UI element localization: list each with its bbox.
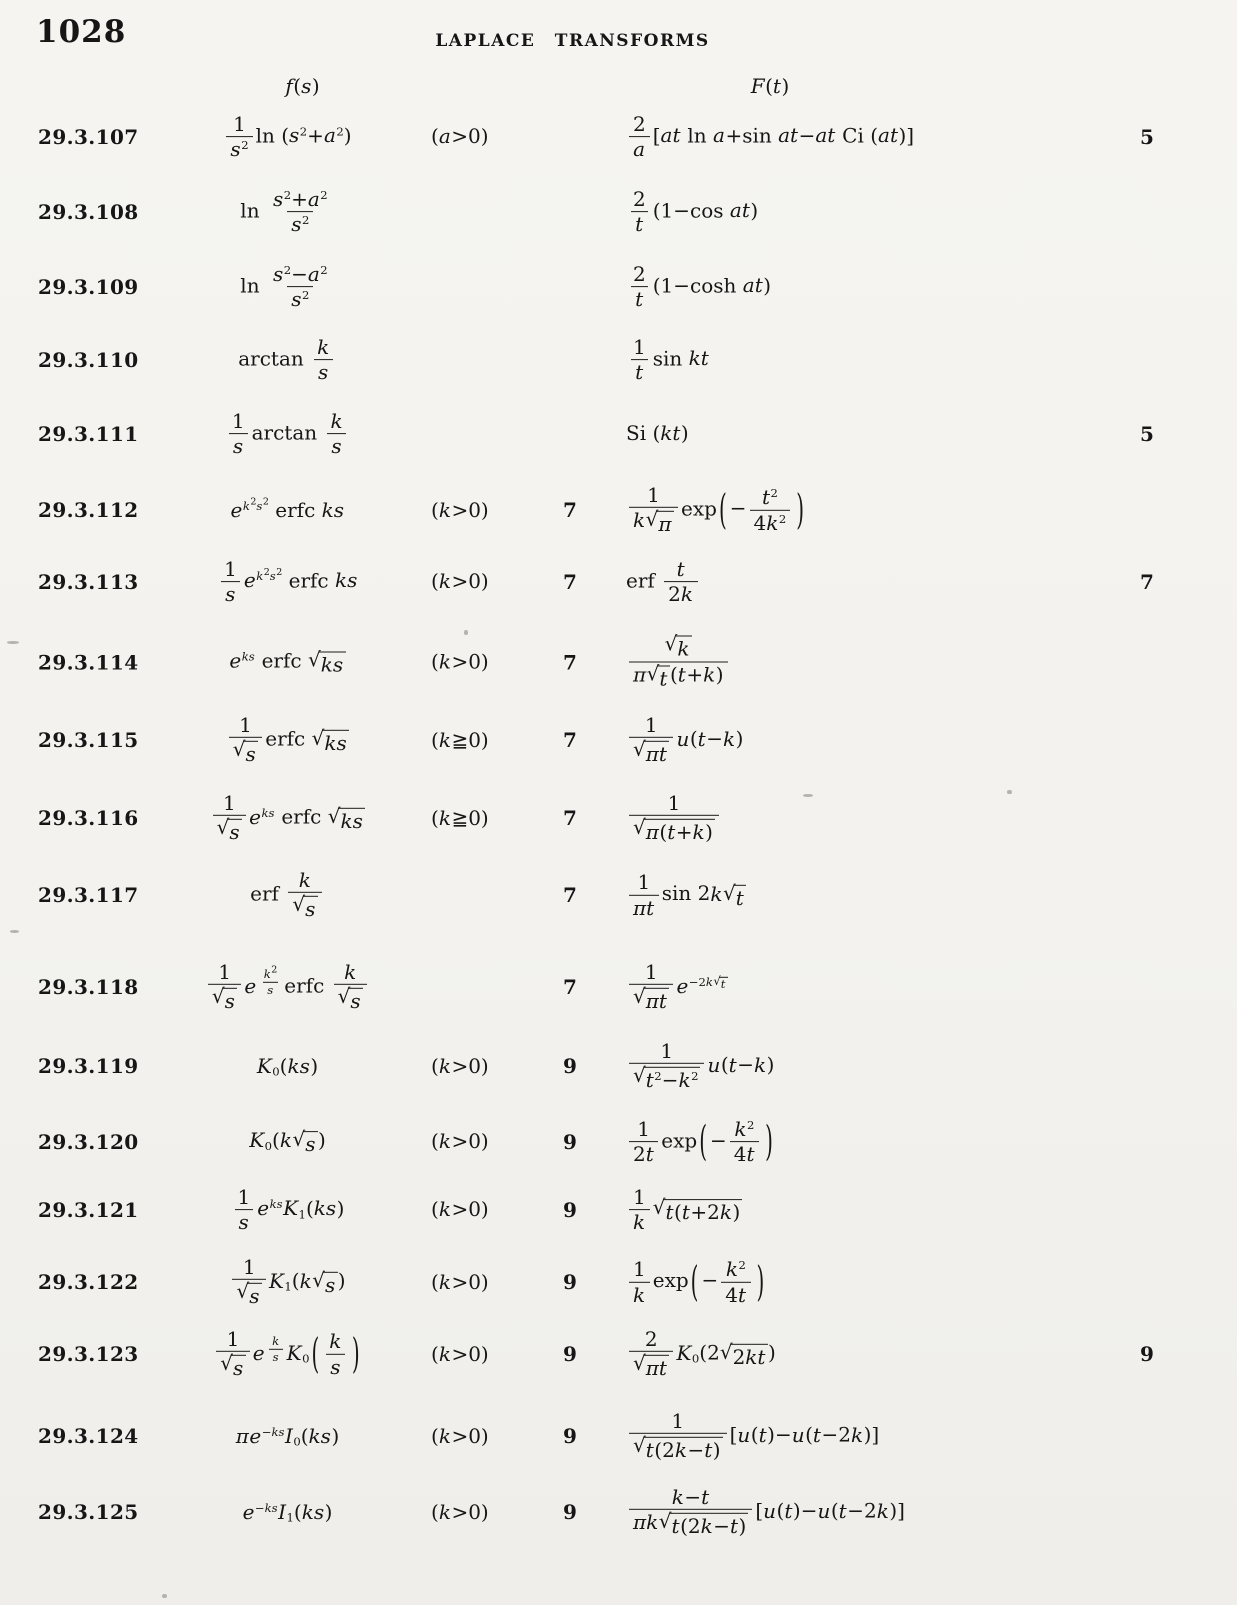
fs-formula: ln $\frac{s^2-a^2}{s^2}$ xyxy=(240,262,328,312)
ft-formula: 1 √ πt $e^{-2k √ t}$ xyxy=(618,961,1082,1013)
entry-number: 29.3.121 xyxy=(38,1198,139,1222)
entry-number: 29.3.124 xyxy=(38,1423,139,1448)
fs-condition: (k≧0) xyxy=(431,727,489,752)
method-ref-number: 9 xyxy=(563,1499,577,1524)
table-row xyxy=(38,410,1212,458)
ft-formula: $\frac{2}{a}$ [at ln a+sin at−at Ci (at)] xyxy=(618,113,1082,161)
entry-number: 29.3.123 xyxy=(38,1341,139,1366)
entry-number: 29.3.117 xyxy=(38,882,139,907)
fs-formula: $e^{-ks}I_1(ks)$ xyxy=(242,1499,333,1525)
ft-formula: $\frac{1}{\pi t}$ sin 2k √ t xyxy=(618,871,1082,919)
table-row xyxy=(38,631,1212,691)
table-row xyxy=(38,792,1212,844)
ft-formula: 1 √ π(t+k) xyxy=(618,792,1082,844)
ft-formula: 1 √ t(2k−t) [u(t)−u(t−2k)] xyxy=(618,1410,1082,1462)
entry-number: 29.3.108 xyxy=(38,200,139,224)
table-row xyxy=(38,869,1212,921)
fs-formula: $K_0(ks)$ xyxy=(256,1053,319,1079)
method-ref-number: 7 xyxy=(563,650,577,674)
entry-number: 29.3.110 xyxy=(38,348,139,372)
fs-formula: $K_0(k$ √ s ) xyxy=(249,1127,326,1156)
table-row xyxy=(38,188,1212,236)
fs-condition: (k>0) xyxy=(431,1423,489,1448)
scan-artifact xyxy=(1007,790,1012,794)
ft-formula: $\frac{1}{k}$ exp ( − $\frac{k^2}{4t}$ ) xyxy=(618,1258,1082,1306)
margin-ref-number: 9 xyxy=(1140,1341,1154,1366)
table-row xyxy=(38,558,1212,606)
ft-formula: 1 √ $t^2-k^2$ u(t−k) xyxy=(618,1040,1082,1092)
scan-artifact xyxy=(162,1594,167,1598)
fs-condition: (k>0) xyxy=(431,497,489,522)
method-ref-number: 9 xyxy=(563,1423,577,1448)
fs-condition: (k>0) xyxy=(431,569,489,594)
fs-formula: arctan $\frac{k}{s}$ xyxy=(150,336,425,384)
method-ref-number: 7 xyxy=(563,805,577,830)
ft-formula: 1 k √ π exp ( − $\frac{t^2}{4k^2}$ ) xyxy=(618,484,1082,536)
entry-number: 29.3.109 xyxy=(38,275,139,299)
fs-condition: (k>0) xyxy=(431,1129,489,1154)
fs-formula: 1 √ s $e^{ks}$ erfc √ ks xyxy=(150,792,425,844)
table-row xyxy=(38,714,1212,766)
margin-ref-number: 5 xyxy=(1140,422,1154,446)
ft-formula: 2 √ πt $K_0(2$ √ 2kt ) xyxy=(618,1328,1082,1380)
scan-artifact xyxy=(464,630,468,635)
table-row xyxy=(38,336,1212,384)
page-title: LAPLACE TRANSFORMS xyxy=(435,31,710,51)
fs-formula: 1 √ s erfc √ ks xyxy=(150,714,425,766)
method-ref-number: 7 xyxy=(563,727,577,752)
ft-formula: 1 √ πt u(t−k) xyxy=(618,714,1082,766)
method-ref-number: 9 xyxy=(563,1130,577,1154)
entry-number: 29.3.122 xyxy=(38,1269,139,1294)
margin-ref-number: 7 xyxy=(1140,570,1154,594)
table-row xyxy=(38,1328,1212,1380)
method-ref-number: 9 xyxy=(563,1341,577,1366)
fs-formula: $e^{ks}$ erfc √ ks xyxy=(150,648,425,676)
fs-condition: (a>0) xyxy=(431,124,489,149)
fs-formula: erf k √ s xyxy=(150,869,425,921)
table-row xyxy=(38,1256,1212,1308)
method-ref-number: 7 xyxy=(563,570,577,594)
fs-formula: 1 √ s e $^{\frac{k^2}{s}}$ erfc k √ s xyxy=(150,961,425,1013)
fs-condition: (k>0) xyxy=(431,1269,489,1294)
fs-formula: $\frac{1}{s^2}$ $\ln (s^2+a^2)$ xyxy=(150,113,425,161)
ft-formula: $\frac{1}{k}$ √ t(t+2k) xyxy=(618,1186,1082,1234)
fs-formula: 1 √ s $K_1(k$ √ s ) xyxy=(150,1256,425,1308)
method-ref-number: 9 xyxy=(563,1198,577,1222)
ft-formula: √ k π √ t (t+k) xyxy=(618,634,1082,691)
table-row xyxy=(38,961,1212,1013)
entry-number: 29.3.113 xyxy=(38,570,139,594)
table-row xyxy=(38,484,1212,536)
ft-formula: $\frac{1}{2t}$ exp ( − $\frac{k^2}{4t}$ ) xyxy=(618,1118,1082,1166)
table-row xyxy=(38,1040,1212,1092)
entry-number: 29.3.120 xyxy=(38,1130,139,1154)
scan-artifact xyxy=(803,794,813,797)
ft-formula: Si (kt) xyxy=(626,421,689,446)
column-header-ft: F(t) xyxy=(750,74,790,98)
ft-formula: $\frac{1}{t}$ sin kt xyxy=(633,335,709,385)
ft-formula: $\frac{2}{t}$ (1−cosh at) xyxy=(633,262,772,312)
entry-number: 29.3.125 xyxy=(38,1499,139,1524)
fs-condition: (k>0) xyxy=(431,1499,489,1524)
table-row xyxy=(38,1486,1212,1538)
ft-formula: erf $\frac{t}{2k}$ xyxy=(618,558,1082,606)
entry-number: 29.3.115 xyxy=(38,727,139,752)
entry-number: 29.3.112 xyxy=(38,497,139,522)
method-ref-number: 9 xyxy=(563,1269,577,1294)
fs-condition: (k>0) xyxy=(431,649,489,674)
table-row xyxy=(38,1410,1212,1462)
fs-formula: $\frac{1}{s}$ arctan $\frac{k}{s}$ xyxy=(150,410,425,458)
ft-formula: k−t πk √ t(2k−t) [u(t)−u(t−2k)] xyxy=(618,1486,1082,1538)
fs-formula: ln $\frac{s^2+a^2}{s^2}$ xyxy=(240,187,328,237)
ft-formula: $\frac{2}{t}$ (1−cos at) xyxy=(633,187,759,237)
table-row xyxy=(38,263,1212,311)
fs-condition: (k>0) xyxy=(431,1341,489,1366)
scan-artifact xyxy=(7,641,19,644)
table-row xyxy=(38,1118,1212,1166)
fs-formula: $\frac{1}{s}$ $e^{k^2s^2}$ erfc ks xyxy=(150,558,425,606)
entry-number: 29.3.111 xyxy=(38,422,139,446)
method-ref-number: 7 xyxy=(563,882,577,907)
margin-ref-number: 5 xyxy=(1140,125,1154,149)
entry-number: 29.3.116 xyxy=(38,805,139,830)
method-ref-number: 7 xyxy=(563,497,577,522)
fs-condition: (k≧0) xyxy=(431,805,489,830)
entry-number: 29.3.119 xyxy=(38,1053,139,1078)
column-header-fs: f(s) xyxy=(285,74,320,98)
entry-number: 29.3.107 xyxy=(38,125,139,149)
method-ref-number: 9 xyxy=(563,1053,577,1078)
fs-condition: (k>0) xyxy=(431,1053,489,1078)
fs-formula: $e^{k^2s^2}$ erfc ks xyxy=(230,496,345,522)
fs-formula: $\pi e^{-ks}I_0(ks)$ xyxy=(235,1423,340,1449)
scan-artifact xyxy=(10,930,19,933)
entry-number: 29.3.118 xyxy=(38,974,139,999)
entry-number: 29.3.114 xyxy=(38,650,139,674)
fs-formula: 1 √ s e $^{\frac{k}{s}}$ $K_0$ ( $\frac{k}{s}$ ) xyxy=(150,1328,425,1380)
table-row xyxy=(38,1186,1212,1234)
method-ref-number: 7 xyxy=(563,974,577,999)
page-number: 1028 xyxy=(36,14,127,50)
table-row xyxy=(38,113,1212,161)
fs-condition: (k>0) xyxy=(431,1197,489,1222)
fs-formula: $\frac{1}{s}$ $e^{ks}K_1(ks)$ xyxy=(150,1186,425,1234)
